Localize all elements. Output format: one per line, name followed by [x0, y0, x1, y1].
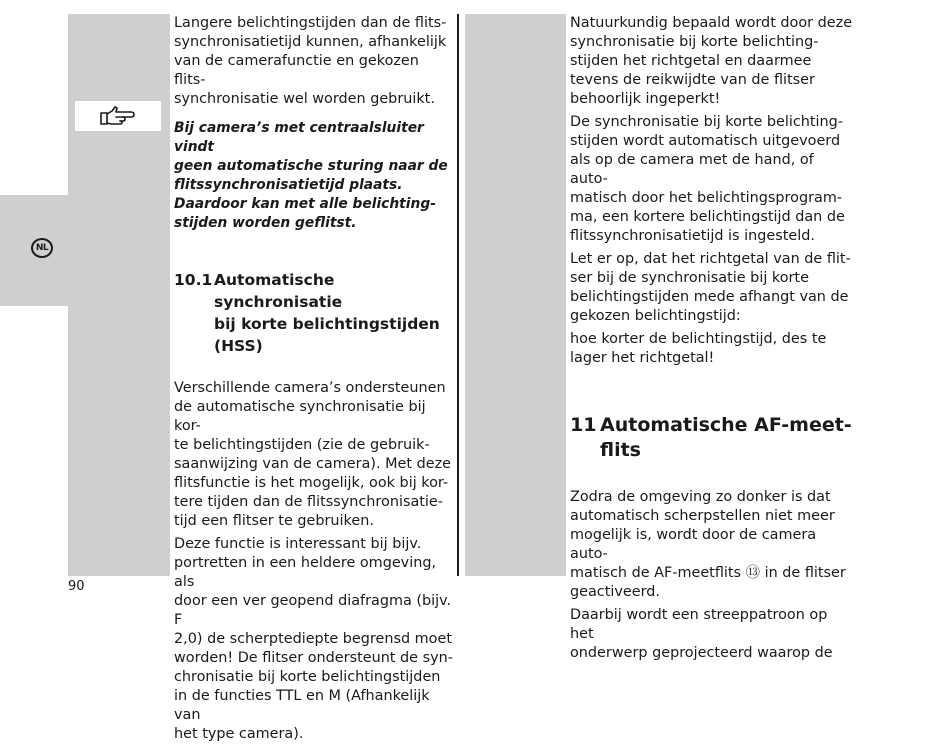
right-column [570, 14, 855, 667]
body-paragraph: Natuurkundig bepaald wordt door deze synchronisatie bij korte belichting- stijden het richtgetal en daarmee tevens de reikwijdte van de flitser behoorlijk ingeperkt! [570, 15, 853, 107]
pointing-hand-icon [98, 104, 138, 128]
note-marker [75, 101, 161, 131]
note-text: Bij camera’s met centraalsluiter vindt geen automatische sturing naar de flitssynchronisatietijd plaats. Daardoor kan met alle belichting- stijden worden geflitst. [174, 120, 448, 231]
left-column [174, 14, 454, 748]
body-paragraph: Deze functie is interessant bij bijv. portretten in een heldere omgeving, als door een ver geopend diafragma (bijv. F 2,0) de scherptediepte begrensd moet worden! De flitser ondersteunt de syn- chronisatie bij korte belichtingstijden in de functies TTL en M (Afhankelijk van het type camera). [174, 536, 453, 742]
section-title: Automatische synchronisatie bij korte belichtingstijden (HSS) [214, 271, 440, 355]
intro-paragraph: Langere belichtingstijden dan de flits- synchronisatietijd kunnen, afhankelijk van de camerafunctie en gekozen flits- synchronisatie wel worden gebruikt. [174, 15, 447, 107]
body-paragraph: hoe korter de belichtingstijd, des te lager het richtgetal! [570, 331, 827, 366]
section-11-heading [570, 388, 855, 488]
section-number: 10.1 [174, 271, 213, 289]
section-title: Automatische AF-meet- flits [600, 414, 852, 461]
page-number: 90 [68, 579, 85, 594]
body-paragraph: Daarbij wordt een streeppatroon op het onderwerp geprojecteerd waarop de [570, 607, 833, 661]
left-margin-bar [68, 14, 170, 576]
body-paragraph: Let er op, dat het richtgetal van de flit- ser bij de synchronisatie bij korte belichtingstijden mede afhangt van de gekozen belichtingstijd: [570, 251, 851, 324]
section-number: 11 [570, 414, 597, 436]
right-margin-bar [465, 14, 566, 576]
body-paragraph: Verschillende camera’s ondersteunen de automatische synchronisatie bij kor- te belichtingstijden (zie de gebruik- saanwijzing van de camera). Met deze flitsfunctie is het mogelijk, ook bij kor- tere tijden dan de flitssynchronisatie- tijd een flitser te gebruiken. [174, 380, 451, 529]
section-10-1-heading [174, 247, 454, 379]
body-paragraph: Zodra de omgeving zo donker is dat automatisch scherpstellen niet meer mogelijk is, wordt door de camera auto- matisch de AF-meetflits ⑬ in de flitser geactiveerd. [570, 489, 846, 600]
body-paragraph: De synchronisatie bij korte belichting- stijden wordt automatisch uitgevoerd als op de camera met de hand, of auto- matisch door het belichtingsprogram- ma, een kortere belichtingstijd dan de flitssynchronisatietijd is ingesteld. [570, 114, 845, 244]
language-badge: NL [31, 238, 53, 258]
column-divider [457, 14, 459, 576]
